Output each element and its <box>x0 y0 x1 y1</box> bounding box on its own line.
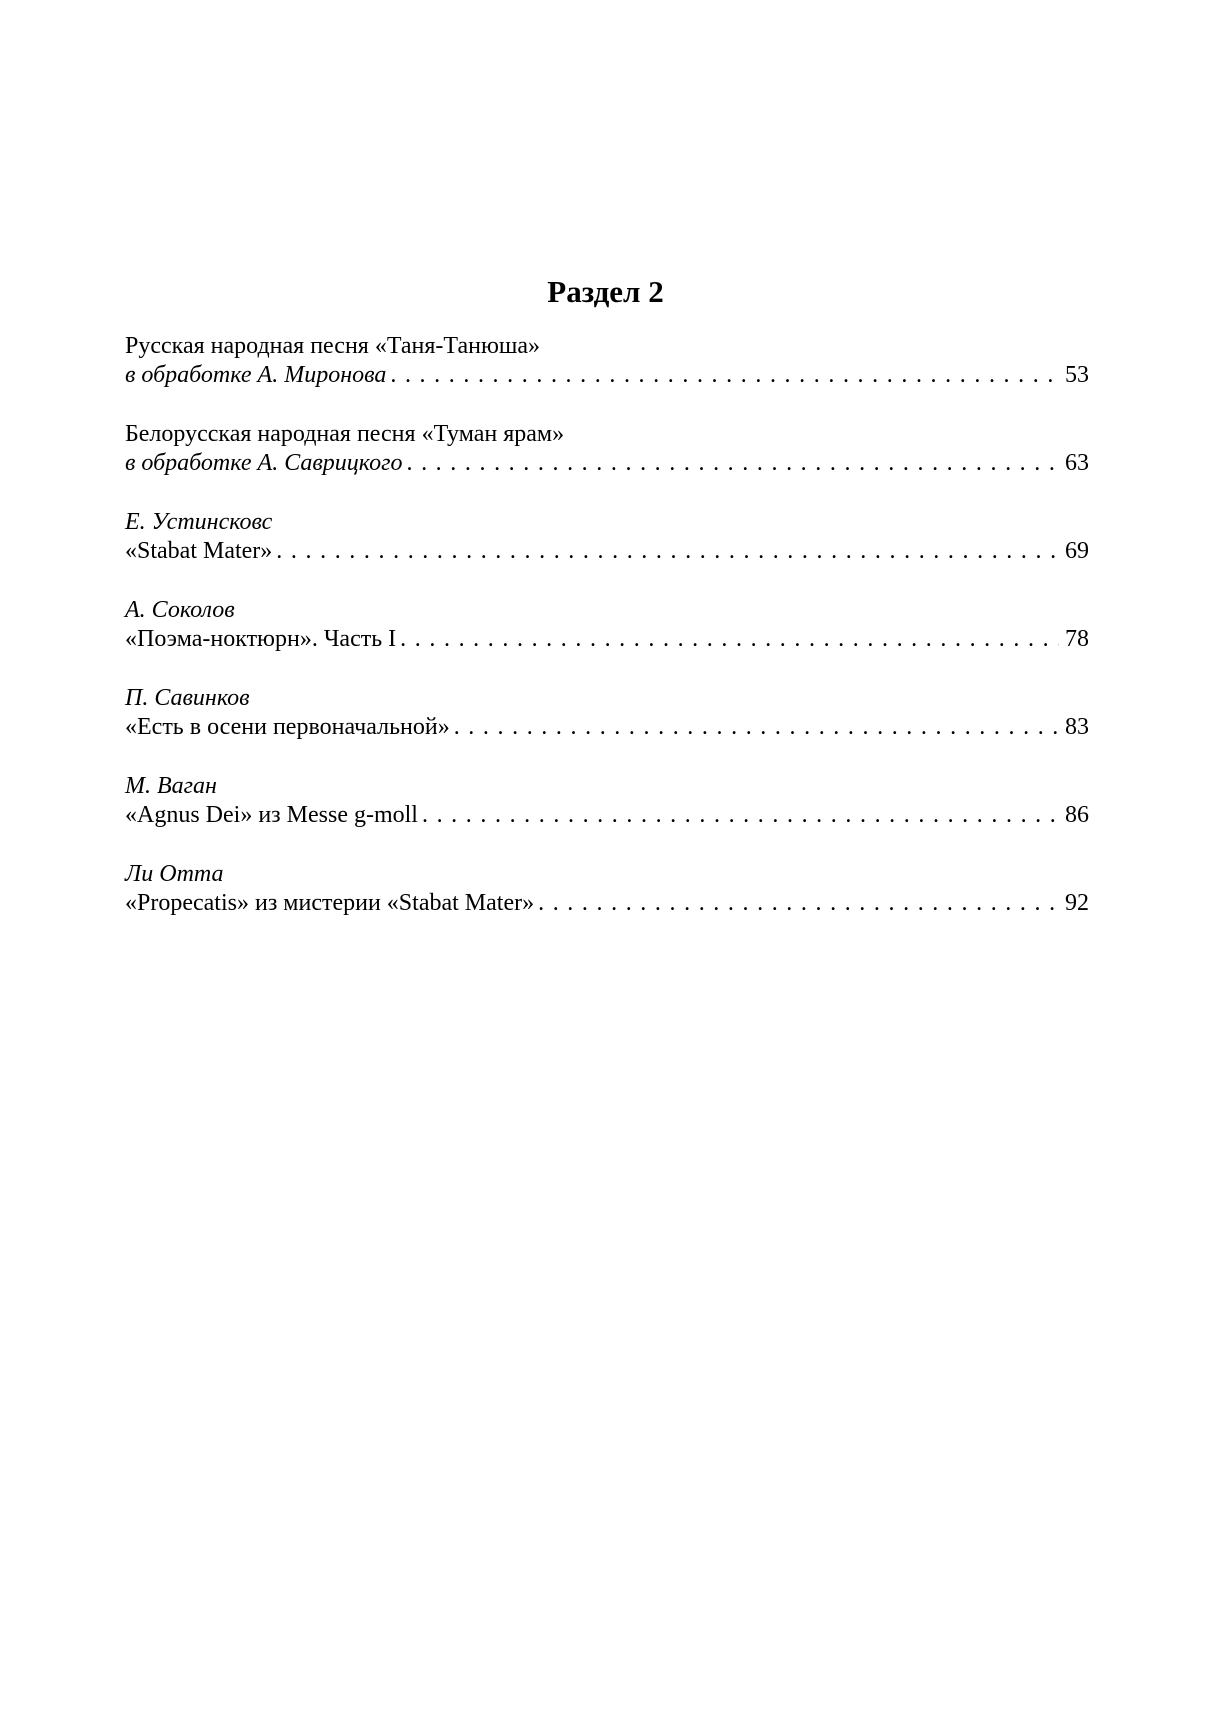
toc-entry-title-line <box>125 889 1089 918</box>
dot-leader <box>422 801 1059 830</box>
toc-page-number: 53 <box>1065 361 1089 388</box>
toc-entry-composer: Ли Отта <box>125 861 224 887</box>
section-title: Раздел 2 <box>547 274 664 309</box>
toc-entry-title: «Поэма-ноктюрн». Часть I <box>125 625 397 652</box>
dot-leader <box>390 361 1059 390</box>
dot-leader <box>406 449 1059 478</box>
toc-entry-composer: Е. Устинсковс <box>125 509 273 535</box>
dot-leader <box>400 625 1059 654</box>
toc-entry-subtitle: в обработке А. Саврицкого <box>125 449 403 476</box>
toc-entry-title: Белорусская народная песня «Туман ярам» <box>125 421 565 447</box>
dot-leader <box>454 713 1059 742</box>
toc-page-number: 69 <box>1065 537 1089 564</box>
toc-entry-title-line <box>125 801 1089 830</box>
toc-entry-title-line <box>125 537 1089 566</box>
toc-entry-title: «Agnus Dei» из Messe g-moll <box>125 801 418 828</box>
table-of-contents <box>125 332 1089 948</box>
toc-entry-title: «Propecatis» из мистерии «Stabat Mater» <box>125 889 535 916</box>
toc-page-number: 83 <box>1065 713 1089 740</box>
dot-leader <box>538 889 1059 918</box>
toc-entry <box>125 596 1089 653</box>
toc-entry-title: «Есть в осени первоначальной» <box>125 713 450 740</box>
toc-entry-subtitle: в обработке А. Миронова <box>125 361 387 388</box>
toc-entry-title-line <box>125 625 1089 654</box>
toc-entry <box>125 420 1089 477</box>
dot-leader <box>276 537 1059 566</box>
toc-entry <box>125 508 1089 565</box>
toc-entry-title-line <box>125 713 1089 742</box>
toc-entry <box>125 332 1089 389</box>
toc-entry <box>125 684 1089 741</box>
toc-entry <box>125 860 1089 917</box>
toc-entry-subtitle-line <box>125 449 1089 478</box>
toc-page-number: 86 <box>1065 801 1089 828</box>
toc-entry-composer: П. Савинков <box>125 685 250 711</box>
toc-entry-subtitle-line <box>125 361 1089 390</box>
toc-page-number: 63 <box>1065 449 1089 476</box>
toc-entry <box>125 772 1089 829</box>
toc-entry-title: Русская народная песня «Таня-Танюша» <box>125 333 541 359</box>
toc-page-number: 92 <box>1065 889 1089 916</box>
toc-page-number: 78 <box>1065 625 1089 652</box>
toc-entry-composer: А. Соколов <box>125 597 235 623</box>
toc-entry-composer: М. Ваган <box>125 773 217 799</box>
toc-entry-title: «Stabat Mater» <box>125 537 273 564</box>
